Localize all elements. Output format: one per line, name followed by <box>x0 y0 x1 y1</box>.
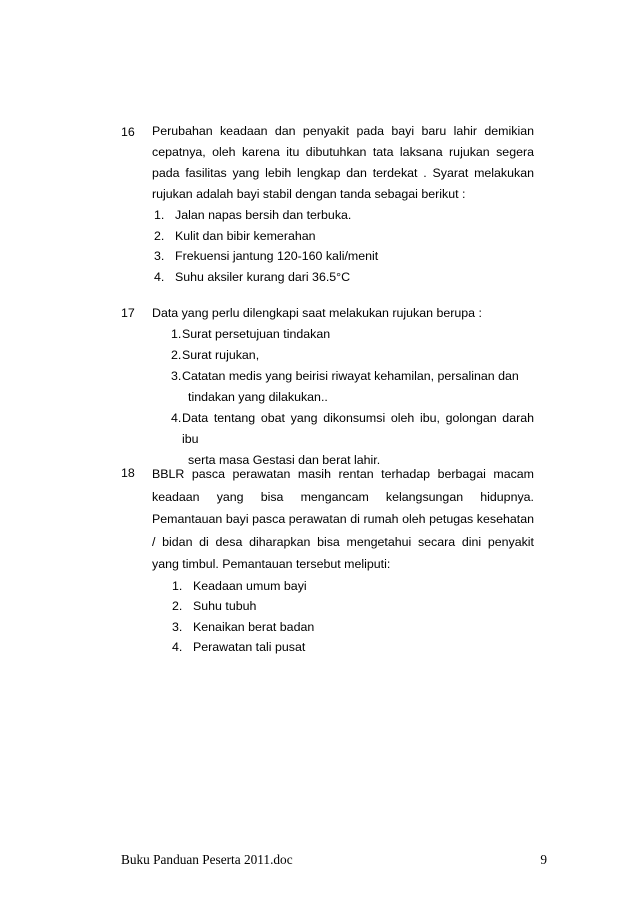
item-body <box>152 463 534 658</box>
item-number: 17 <box>121 306 135 320</box>
list-item <box>152 205 534 226</box>
list-marker: 1. <box>154 208 165 222</box>
list-item-text: Jalan napas bersih dan terbuka. <box>175 208 352 222</box>
list-marker: 3. <box>172 619 183 634</box>
list-item <box>172 576 534 597</box>
list-item <box>172 617 534 638</box>
item-number: 16 <box>121 125 135 139</box>
list-item <box>171 366 534 408</box>
sub-list <box>152 205 534 287</box>
list-item <box>152 226 534 247</box>
list-marker: 4. <box>154 269 165 284</box>
list-marker: 4. <box>172 640 183 654</box>
list-marker: 1. <box>172 578 183 593</box>
list-item <box>172 596 534 617</box>
list-item-text-continuation: serta masa Gestasi dan berat lahir. <box>188 453 381 467</box>
list-item <box>152 246 534 267</box>
list-item-text: Kenaikan berat badan <box>193 619 315 634</box>
list-marker: 2. <box>154 228 165 243</box>
footer-page-number: 9 <box>540 852 547 867</box>
list-item-text: Frekuensi jantung 120-160 kali/menit <box>175 249 379 263</box>
list-item-text: Keadaan umum bayi <box>193 578 307 593</box>
list-marker: 2. <box>172 599 183 613</box>
footer-document-name: Buku Panduan Peserta 2011.doc <box>121 852 293 867</box>
list-item-text: Surat rujukan, <box>182 348 260 362</box>
item-body <box>152 303 534 471</box>
list-item-text: Perawatan tali pusat <box>193 640 306 654</box>
item-number: 18 <box>121 466 135 480</box>
list-item <box>152 267 534 288</box>
list-item-text: Suhu aksiler kurang dari 36.5°C <box>175 269 351 284</box>
list-item-text: Kulit dan bibir kemerahan <box>175 228 316 243</box>
list-item-text-wrapper <box>182 366 534 408</box>
item-paragraph: BBLR pasca perawatan masih rentan terhadap berbagai macam keadaan yang bisa mengancam kelangsungan hidupnya. Pemantauan bayi pasca perawatan di rumah oleh petugas kesehatan / bidan di desa diharapkan bisa mengetahui secara dini penyakit yang timbul. Pemantauan tersebut meliputi: <box>152 467 534 571</box>
list-item-text: Data tentang obat yang dikonsumsi oleh ibu, golongan darah ibu <box>182 411 534 446</box>
item-paragraph: Perubahan keadaan dan penyakit pada bayi baru lahir demikian cepatnya, oleh karena itu dibutuhkan tata laksana rujukan segera pada fasilitas yang lebih lengkap dan terdekat . Syarat melakukan rujukan adalah bayi stabil dengan tanda sebagai berikut : <box>152 124 534 201</box>
list-item-text: Surat persetujuan tindakan <box>182 327 331 341</box>
sub-list <box>172 576 534 658</box>
list-item <box>172 637 534 658</box>
list-item-text: Catatan medis yang beirisi riwayat kehamilan, persalinan dan <box>182 369 519 383</box>
list-item <box>171 408 534 471</box>
list-item-text-wrapper <box>182 408 534 471</box>
item-paragraph: Data yang perlu dilengkapi saat melakukan rujukan berupa : <box>152 306 482 320</box>
list-marker: 2. <box>171 348 182 362</box>
list-marker: 3. <box>154 249 165 263</box>
item-body <box>152 121 534 287</box>
list-item-text-continuation: tindakan yang dilakukan.. <box>188 390 328 404</box>
list-item <box>171 345 534 366</box>
list-item-text: Suhu tubuh <box>193 599 257 613</box>
sub-list <box>171 324 534 471</box>
list-marker: 3. <box>171 369 182 383</box>
list-item <box>171 324 534 345</box>
list-marker: 4. <box>171 411 182 425</box>
list-marker: 1. <box>171 327 182 341</box>
